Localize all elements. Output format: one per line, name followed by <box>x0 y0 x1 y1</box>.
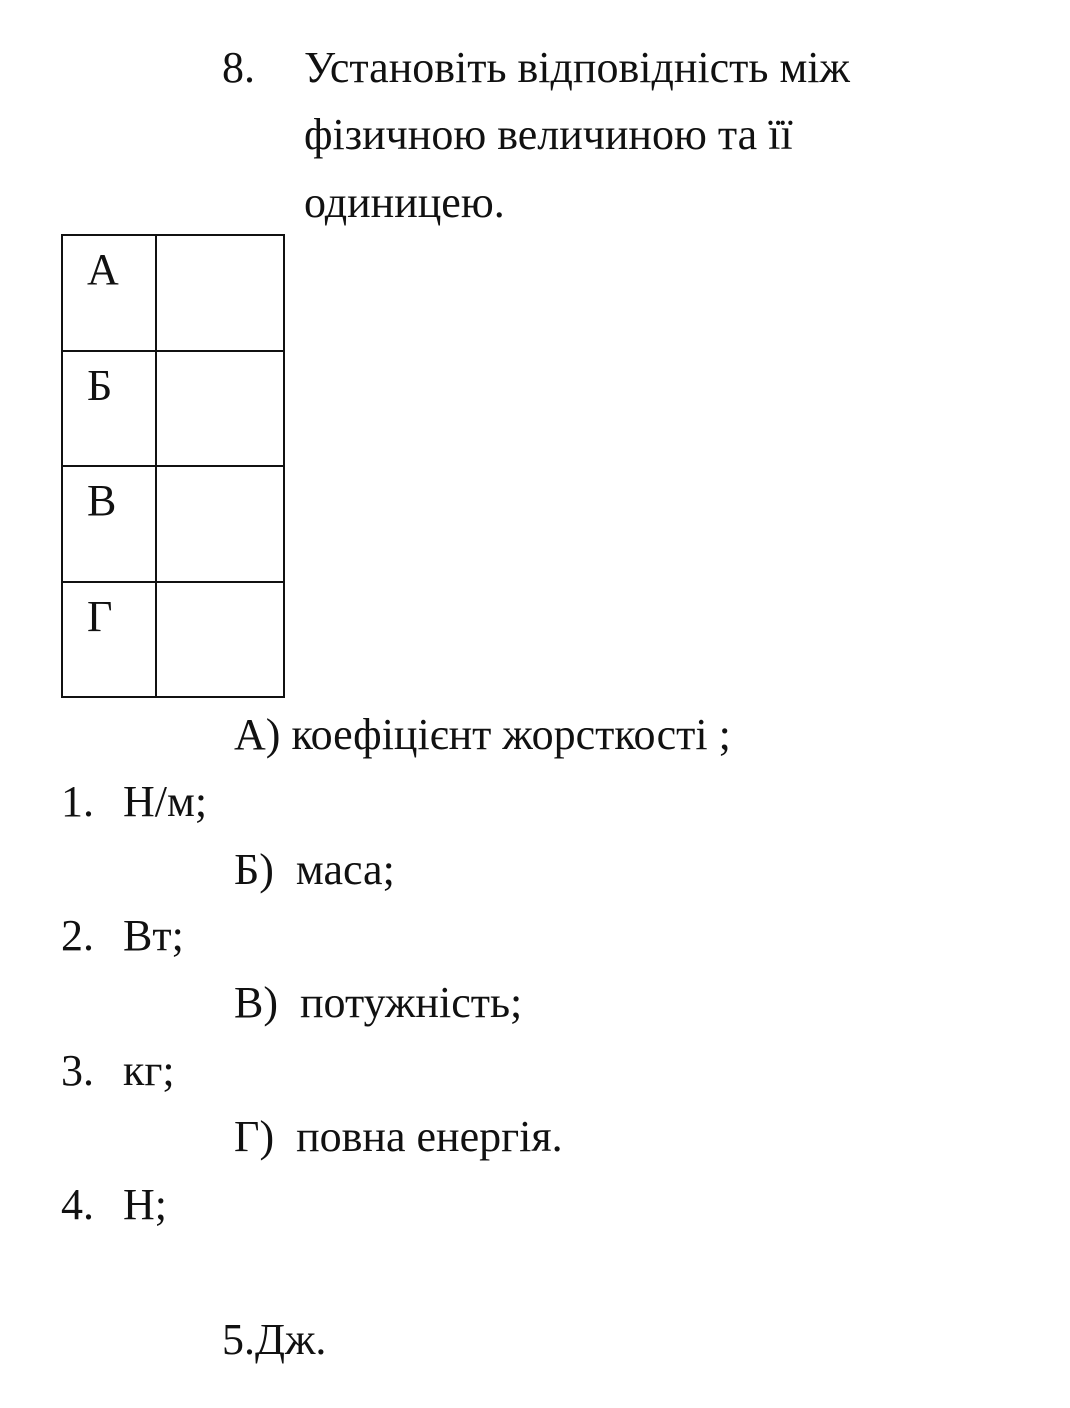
unit-item-3 <box>61 1046 175 1095</box>
unit-item-2 <box>61 911 184 960</box>
unit-text-1: Н/м; <box>123 777 208 826</box>
answer-letter-d: Г <box>62 582 156 698</box>
unit-text-4: Н; <box>123 1180 167 1229</box>
unit-item-4 <box>61 1180 167 1229</box>
answer-grid <box>61 234 285 698</box>
answer-blank-d[interactable] <box>156 582 284 698</box>
quantity-text-a: коефіцієнт жорсткості ; <box>280 710 731 759</box>
question-text-line-2: фізичною величиною та її <box>304 110 793 159</box>
unit-item-5 <box>222 1315 327 1364</box>
answer-row-a <box>62 235 284 351</box>
unit-number-4: 4. <box>61 1180 94 1229</box>
answer-blank-c[interactable] <box>156 466 284 582</box>
unit-number-1: 1. <box>61 777 94 826</box>
quantity-item-d <box>234 1112 563 1161</box>
answer-blank-a[interactable] <box>156 235 284 351</box>
question-text-line-1: Установіть відповідність між <box>304 43 850 92</box>
answer-letter-c: В <box>62 466 156 582</box>
answer-blank-b[interactable] <box>156 351 284 467</box>
unit-number-2: 2. <box>61 911 94 960</box>
quantity-item-b <box>234 845 395 894</box>
quantity-text-b: маса; <box>273 845 395 894</box>
quantity-text-d: повна енергія. <box>274 1112 563 1161</box>
answer-letter-b: Б <box>62 351 156 467</box>
quantity-label-c: В) <box>234 978 278 1027</box>
quantity-label-d: Г) <box>234 1112 275 1161</box>
answer-row-c <box>62 466 284 582</box>
quantity-label-b: Б) <box>234 845 274 894</box>
answer-row-b <box>62 351 284 467</box>
unit-text-5: Дж. <box>255 1315 327 1364</box>
unit-text-3: кг; <box>123 1046 175 1095</box>
question-number: 8. <box>222 43 255 92</box>
quantity-item-a <box>234 710 731 759</box>
answer-row-d <box>62 582 284 698</box>
unit-number-5: 5. <box>222 1315 255 1364</box>
unit-number-3: 3. <box>61 1046 94 1095</box>
quantity-label-a: А) <box>234 710 281 759</box>
quantity-item-c <box>234 978 523 1027</box>
question-text-line-3: одиницею. <box>304 178 505 227</box>
quantity-text-c: потужність; <box>278 978 523 1027</box>
unit-item-1 <box>61 777 208 826</box>
answer-letter-a: А <box>62 235 156 351</box>
unit-text-2: Вт; <box>123 911 184 960</box>
